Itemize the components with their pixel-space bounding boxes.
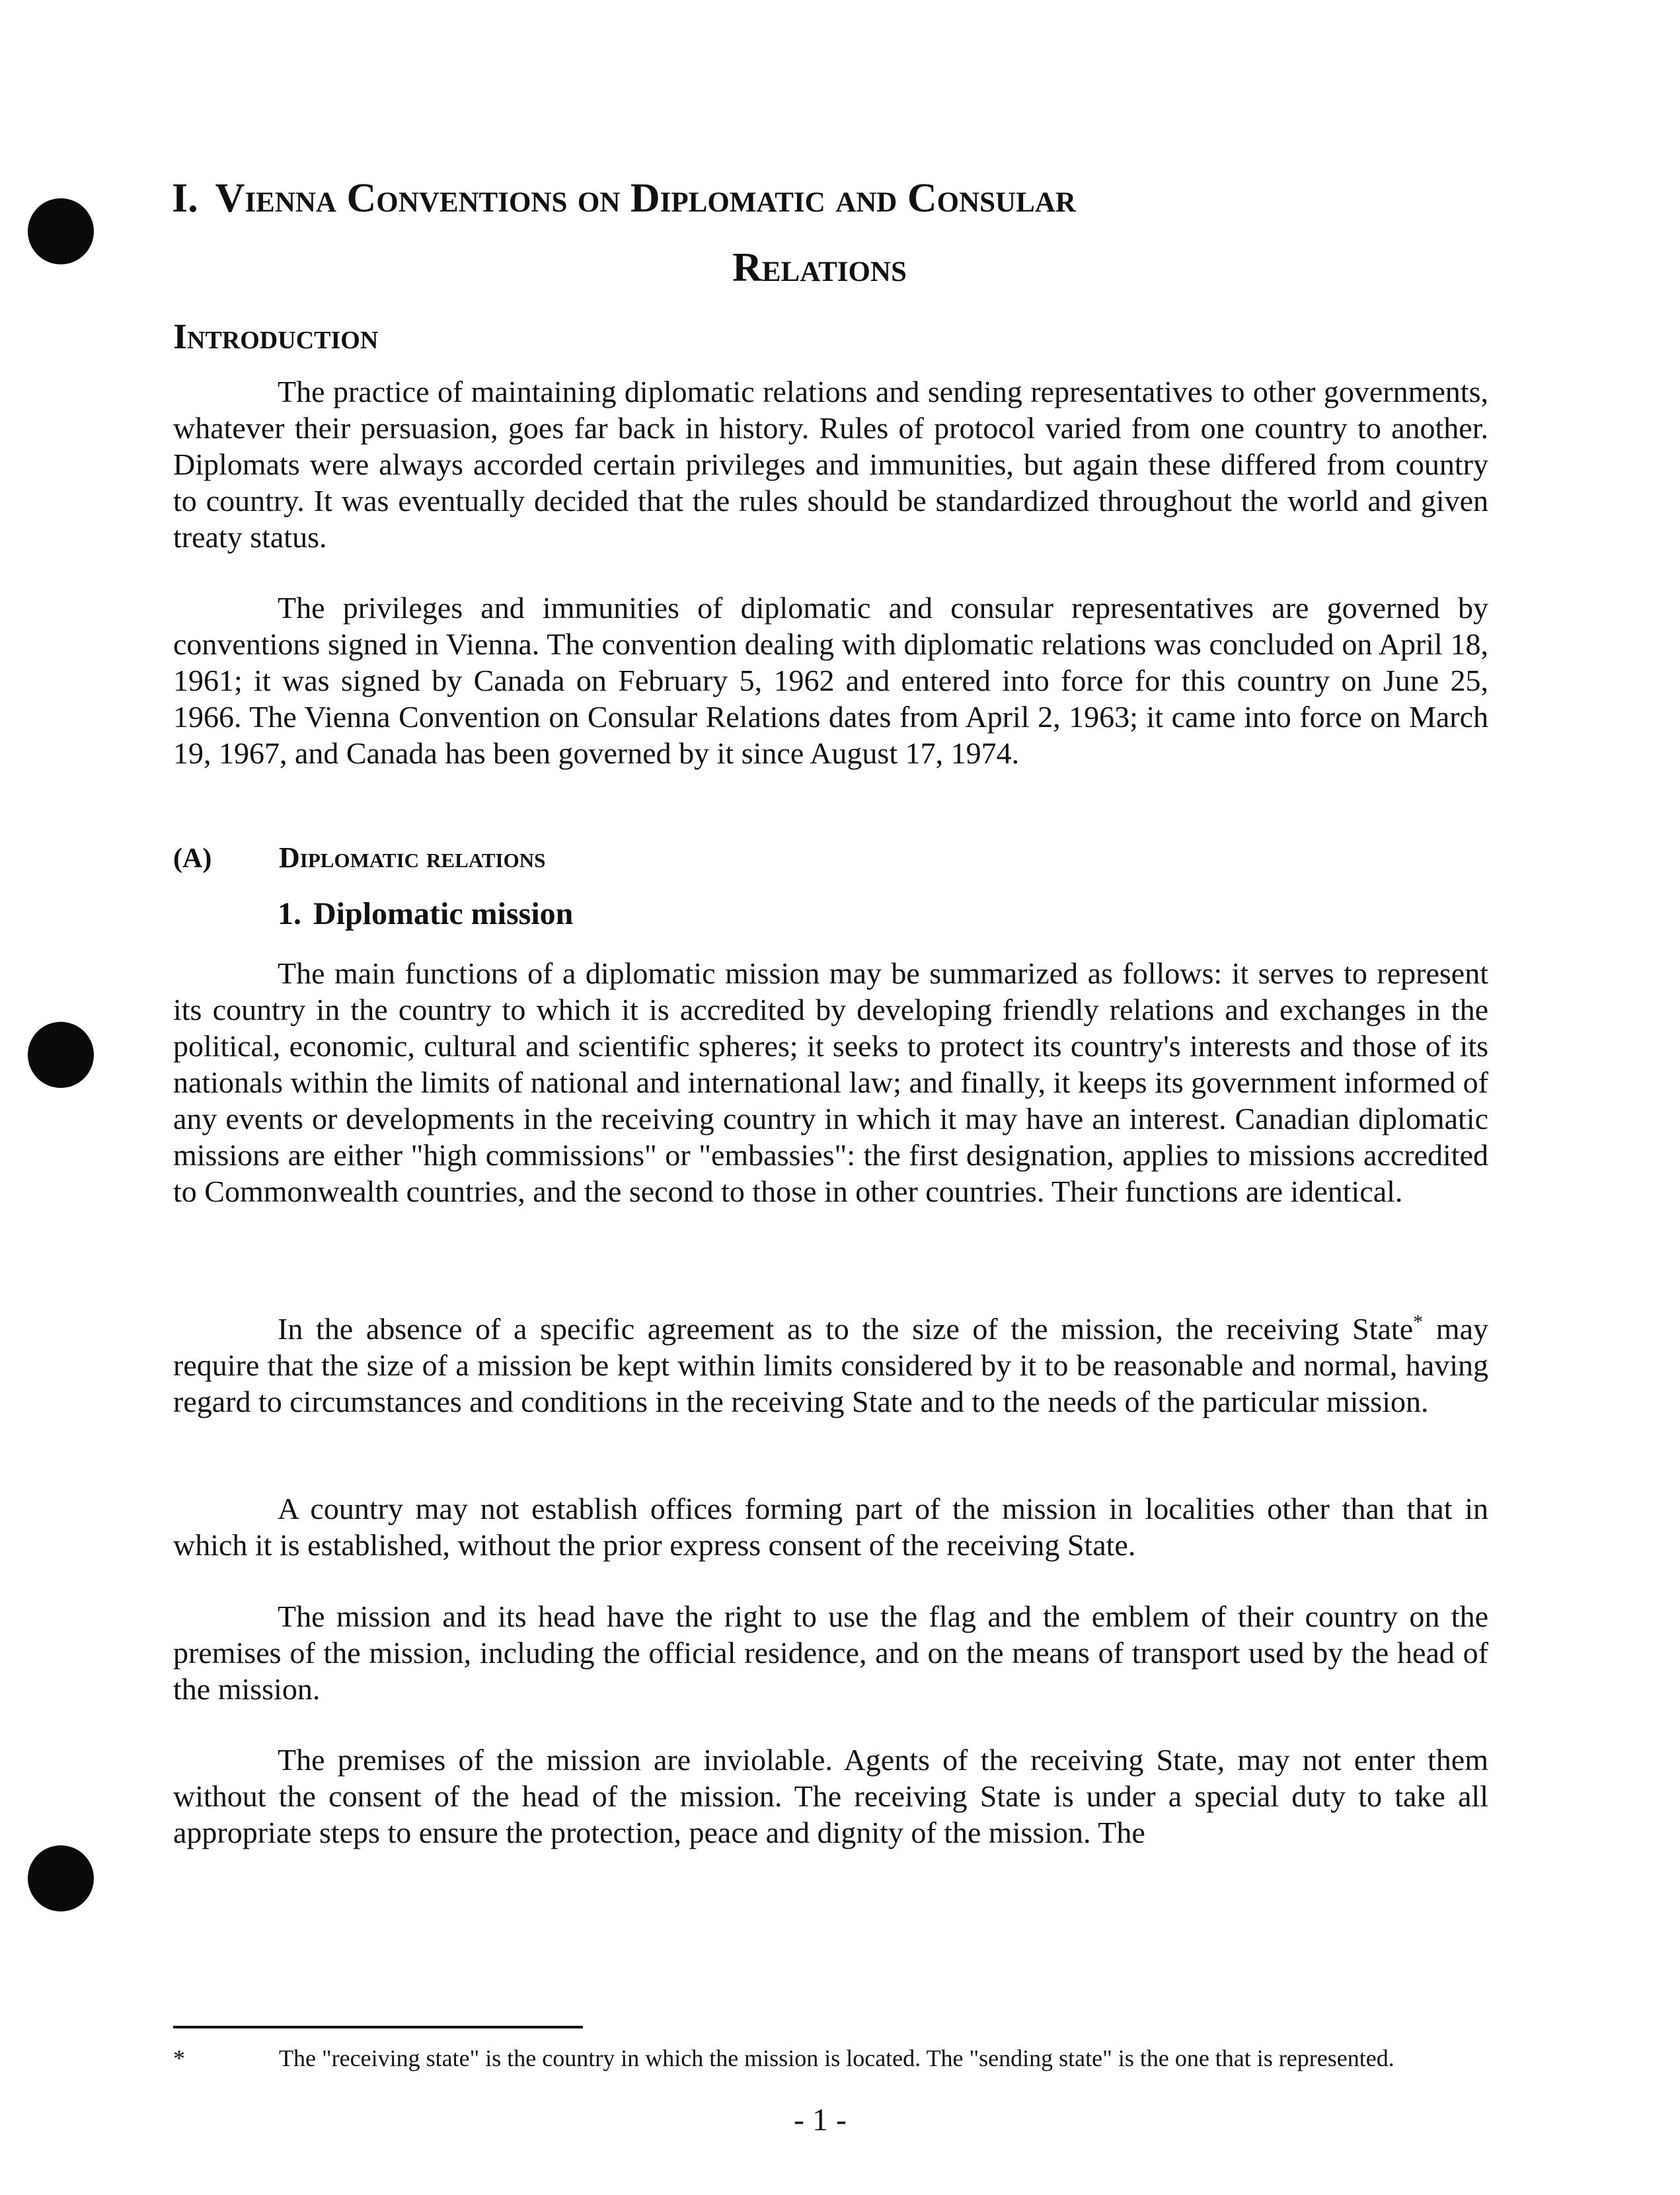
introduction-paragraph-2: The privileges and immunities of diplomatic and consular representatives are governed by conventions signed in Vienna. The convention dealing with diplomatic relations was concluded on April 18, 1961; it was signed by Canada on February 5, 1962 and entered into force for this country on June 25, 1966. The Vienna Convention on Consular Relations dates from April 2, 1963; it came into force on March 19, 1967, and Canada has been governed by it since August 17, 1974. — [173, 591, 1488, 770]
subsection-number: 1. — [278, 896, 301, 931]
subsection-label: Diplomatic mission — [313, 896, 574, 931]
mission-paragraph-2-end: may require that the size of a mission be kept within limits considered by it to be reasonable and normal, having regard to circumstances and conditions in the receiving State and to the needs of the particular mission. — [173, 1312, 1488, 1418]
punch-hole-bottom — [28, 1845, 94, 1911]
page-title — [172, 164, 1507, 303]
punch-hole-middle — [28, 1022, 94, 1088]
mission-paragraph-5: The premises of the mission are inviolable. Agents of the receiving State, may not enter them without the consent of the head of the mission. The receiving State is under a special duty to take all appropriate steps to ensure the protection, peace and dignity of the mission. The — [173, 1743, 1488, 1849]
title-line-1: Vienna Conventions on Diplomatic and Consular — [215, 176, 1076, 221]
page-number: - 1 - — [794, 2102, 847, 2137]
punch-hole-top — [28, 198, 94, 264]
title-line-2: Relations — [732, 245, 907, 290]
introduction-paragraph-1: The practice of maintaining diplomatic relations and sending representatives to other governments, whatever their persuasion, goes far back in history. Rules of protocol varied from one country to another. Diplomats were always accorded certain privileges and immunities, but again these differed from country to country. It was eventually decided that the rules should be standardized throughout the world and given treaty status. — [173, 375, 1488, 554]
chapter-number: I. — [172, 176, 198, 221]
mission-paragraph-2-start: In the absence of a specific agreement as to the size of the mission, the receiving State — [278, 1312, 1414, 1346]
mission-paragraph-3: A country may not establish offices forming part of the mission in localities other than that in which it is established, without the prior express consent of the receiving State. — [173, 1492, 1488, 1562]
section-letter: (A) — [173, 843, 212, 874]
footnote-mark: * — [173, 2045, 185, 2071]
mission-paragraph-2 — [173, 1311, 1488, 1420]
subsection-heading-diplomatic-mission — [278, 896, 573, 932]
footnote-text: The "receiving state" is the country in which the mission is located. The "sending state" is the one that is represented. — [279, 2045, 1394, 2071]
footnote-divider — [173, 2026, 583, 2028]
mission-paragraph-4: The mission and its head have the right to use the flag and the emblem of their country on the premises of the mission, including the official residence, and on the means of transport used by the head of the mission. — [173, 1599, 1488, 1706]
mission-paragraph-1: The main functions of a diplomatic mission may be summarized as follows: it serves to represent its country in the country to which it is accredited by developing friendly relations and exchanges in the political, economic, cultural and scientific spheres; it seeks to protect its country's interests and those of its nationals within the limits of national and international law; and finally, it keeps its government informed of any events or developments in the receiving country in which it may have an interest. Canadian diplomatic missions are either "high commissions" or "embassies": the first designation, applies to missions accredited to Commonwealth countries, and the second to those in other countries. Their functions are identical. — [173, 956, 1488, 1208]
section-label: Diplomatic relations — [279, 841, 546, 874]
introduction-heading: Introduction — [173, 317, 379, 356]
footnote-reference: * — [1413, 1311, 1424, 1333]
footnote — [173, 2042, 1488, 2074]
section-heading-diplomatic-relations — [173, 841, 545, 874]
